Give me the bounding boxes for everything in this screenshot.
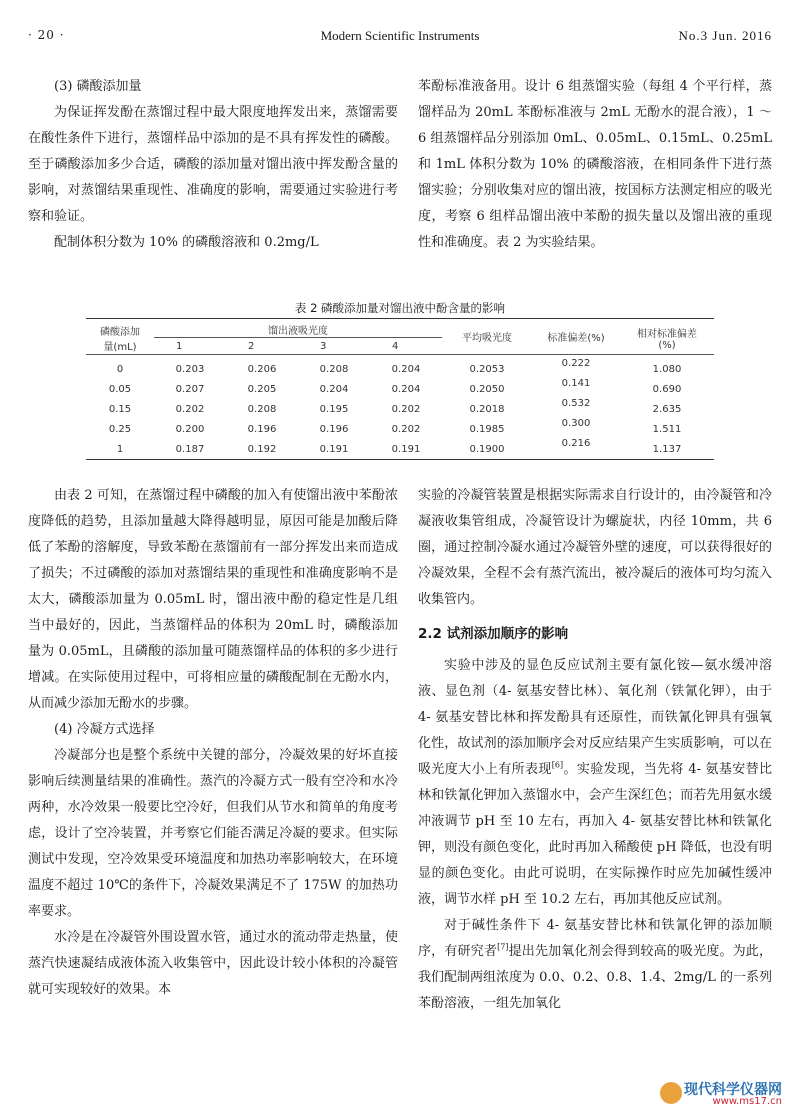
journal-title: Modern Scientific Instruments [320,28,480,43]
sub-header: 2 [248,340,255,352]
cell [532,399,620,419]
subheading-phosphoric-acid: (3) 磷酸添加量 [54,79,142,94]
text-run: 实验中涉及的显色反应试剂主要有氯化铵—氨水缓冲溶液、显色剂（4- 氨基安替比林）、氧化剂（铁氰化钾），由于 4- 氨基安替比林和挥发酚具有还原性，而铁氰化钾具有强氧化性，故试剂的添加顺序会对反应结果产生实质影响，可以在吸光度大小上有所表现 [418,658,772,777]
sub-header: 3 [320,340,327,352]
sd-value: 0.300 [561,417,591,429]
right-column-bottom [418,483,772,1017]
running-header [28,24,772,46]
sd-value: 0.222 [561,357,591,369]
paragraph: 配制体积分数为 10% 的磷酸溶液和 0.2mg/L [54,235,319,250]
sub-header: 4 [392,340,399,352]
cell: 0.2053 [469,363,505,375]
text-run: 提出先加氧化剂会得到较高的吸光度。为此，我们配制两组浓度为 0.0、0.2、0.8、1.4、2mg/L 的一系列苯酚溶液，一组先加氧化 [418,944,772,1011]
cell: 0.206 [247,363,277,375]
cell: 0.207 [175,383,205,395]
cell: 0.200 [175,423,205,435]
table-row [86,379,714,399]
left-column-bottom [28,483,398,1003]
cell: 0.187 [154,439,226,460]
table-row [86,359,714,379]
col-header-sd: 标准偏差(%) [532,319,620,355]
sd-value: 0.532 [561,397,591,409]
cell: 0.204 [391,363,421,375]
cell: 0.1985 [469,423,505,435]
watermark-title: 现代科学仪器网 [684,1082,782,1098]
sub-header: 1 [176,340,183,352]
cell: 1.511 [652,423,682,435]
paragraph: 实验的冷凝管装置是根据实际需求自行设计的，由冷凝管和冷凝液收集管组成，冷凝管设计为螺旋状，内径 10mm，共 6 圈，通过控制冷凝水通过冷凝管外壁的速度，可以获得很好的冷凝效果，全程不会有蒸汽流出，被冷凝后的液体可均匀流入收集管内。 [418,488,772,607]
logo-icon [660,1082,682,1104]
table-row [86,439,714,460]
watermark-url: www.ms17.cn [712,1096,782,1107]
cell: 0 [116,363,124,375]
cell: 0.1900 [442,439,532,460]
col-header-amount [86,319,154,355]
header-line: 量(mL) [103,342,137,353]
col-header-mean: 平均吸光度 [442,319,532,355]
sd-value: 0.216 [561,437,591,449]
cell: 0.205 [247,383,277,395]
watermark [662,1079,782,1109]
cell: 0.202 [391,423,421,435]
table-row [86,419,714,439]
cell: 0.208 [247,403,277,415]
cell: 0.15 [108,403,132,415]
cell: 0.192 [226,439,298,460]
cell: 0.204 [391,383,421,395]
header-line: (%) [658,340,676,351]
paragraph [418,653,772,913]
header-line: 相对标准偏差 [637,329,697,340]
cell [532,379,620,399]
cell: 0.2018 [469,403,505,415]
paragraph [418,913,772,1017]
cell: 0.204 [319,383,349,395]
cell: 0.208 [319,363,349,375]
section-heading: 2.2 试剂添加顺序的影响 [418,626,569,642]
cell: 0.202 [391,403,421,415]
page-number: · 20 · [28,28,65,42]
paragraph: 苯酚标准液备用。设计 6 组蒸馏实验（每组 4 个平行样，蒸馏样品为 20mL 苯酚标准液与 2mL 无酚水的混合液），1 ～ 6 组蒸馏样品分别添加 0mL、0.05mL、0.15mL、0.25mL 和 1mL 体积分数为 10% 的磷酸溶液，在相同条件下进行蒸馏实验；分别收集对应的馏出液，按国标方法测定相应的吸光度，考察 6 组样品馏出液中苯酚的损失量以及馏出液的重现性和准确度。表 2 为实验结果。 [418,79,772,250]
cell: 0.2050 [469,383,505,395]
issue-info: No.3 Jun. 2016 [678,28,772,43]
cell: 0.191 [370,439,442,460]
cell: 0.25 [108,423,132,435]
cell: 0.196 [319,423,349,435]
paragraph: 水冷是在冷凝管外围设置水管，通过水的流动带走热量，使蒸汽快速凝结成液体流入收集管中，因此设计较小体积的冷凝管就可实现较好的效果。本 [28,930,398,997]
citation: [7] [497,942,509,952]
cell [532,419,620,439]
header-line: 磷酸添加 [100,327,140,338]
cell: 1.080 [652,363,682,375]
cell: 1.137 [620,439,714,460]
col-header-absorbance: 馏出液吸光度 [154,319,442,338]
paragraph: 冷凝部分也是整个系统中关键的部分，冷凝效果的好坏直接影响后续测量结果的准确性。蒸汽的冷凝方式一般有空冷和水冷两种，水冷效果一般要比空冷好，但我们从节水和简单的角度考虑，设计了空冷装置，并考察它们能否满足冷凝的要求。但实际测试中发现，空冷效果受环境温度和加热功率影响较大，在环境温度不超过 10℃的条件下，冷凝效果满足不了 175W 的加热功率要求。 [28,748,398,919]
citation: [6] [551,760,564,770]
results-table [86,318,714,460]
sd-value: 0.141 [561,377,591,389]
cell: 1 [86,439,154,460]
paragraph: 为保证挥发酚在蒸馏过程中最大限度地挥发出来，蒸馏需要在酸性条件下进行，蒸馏样品中添加的是不具有挥发性的磷酸。至于磷酸添加多少合适，磷酸的添加量对馏出液中挥发酚含量的影响，对蒸馏结果重现性、准确度的影响，需要通过实验进行考察和验证。 [28,105,398,224]
cell: 0.191 [298,439,370,460]
cell: 0.202 [175,403,205,415]
cell: 2.635 [652,403,682,415]
subheading-condensing: (4) 冷凝方式选择 [54,722,155,737]
table-caption: 表 2 磷酸添加量对馏出液中酚含量的影响 [294,301,506,315]
cell: 0.203 [175,363,205,375]
right-column-top [418,74,772,256]
cell: 0.195 [319,403,349,415]
cell: 0.690 [652,383,682,395]
text-run: 。实验发现，当先将 4- 氨基安替比林和铁氰化钾加入蒸馏水中，会产生深红色；而若先用氨水缓冲液调节 pH 至 10 左右，再加入 4- 氨基安替比林和铁氰化钾，则没有颜色变化，此时再加入稀酸使 pH 降低，也没有明显的颜色变化。由此可说明，在实际操作时应先加碱性缓冲液，调节水样 pH 至 10.2 左右，再加其他反应试剂。 [418,762,772,907]
cell: 0.196 [247,423,277,435]
text-run: 对于碱性条件下 4- 氨基安替比林和铁氰化钾的添加顺序，有研究者 [418,918,772,959]
col-header-rsd [620,319,714,355]
cell: 0.05 [108,383,132,395]
left-column-top [28,74,398,256]
paragraph: 由表 2 可知，在蒸馏过程中磷酸的加入有使馏出液中苯酚浓度降低的趋势，且添加量越大降得越明显，原因可能是加酸后降低了苯酚的溶解度，导致苯酚在蒸馏前有一部分挥发出来而造成了损失；不过磷酸的添加对蒸馏结果的重现性和准确度影响不是太大，磷酸添加量为 0.05mL 时，馏出液中酚的稳定性是几组当中最好的，因此，当蒸馏样品的体积为 20mL 时，磷酸添加量为 0.05mL，且磷酸的添加量可随蒸馏样品的体积的多少进行增减。在实际使用过程中，可将相应量的磷酸配制在无酚水内，从而减少添加无酚水的步骤。 [28,488,398,711]
cell [532,359,620,379]
cell [532,439,620,460]
table-row [86,399,714,419]
